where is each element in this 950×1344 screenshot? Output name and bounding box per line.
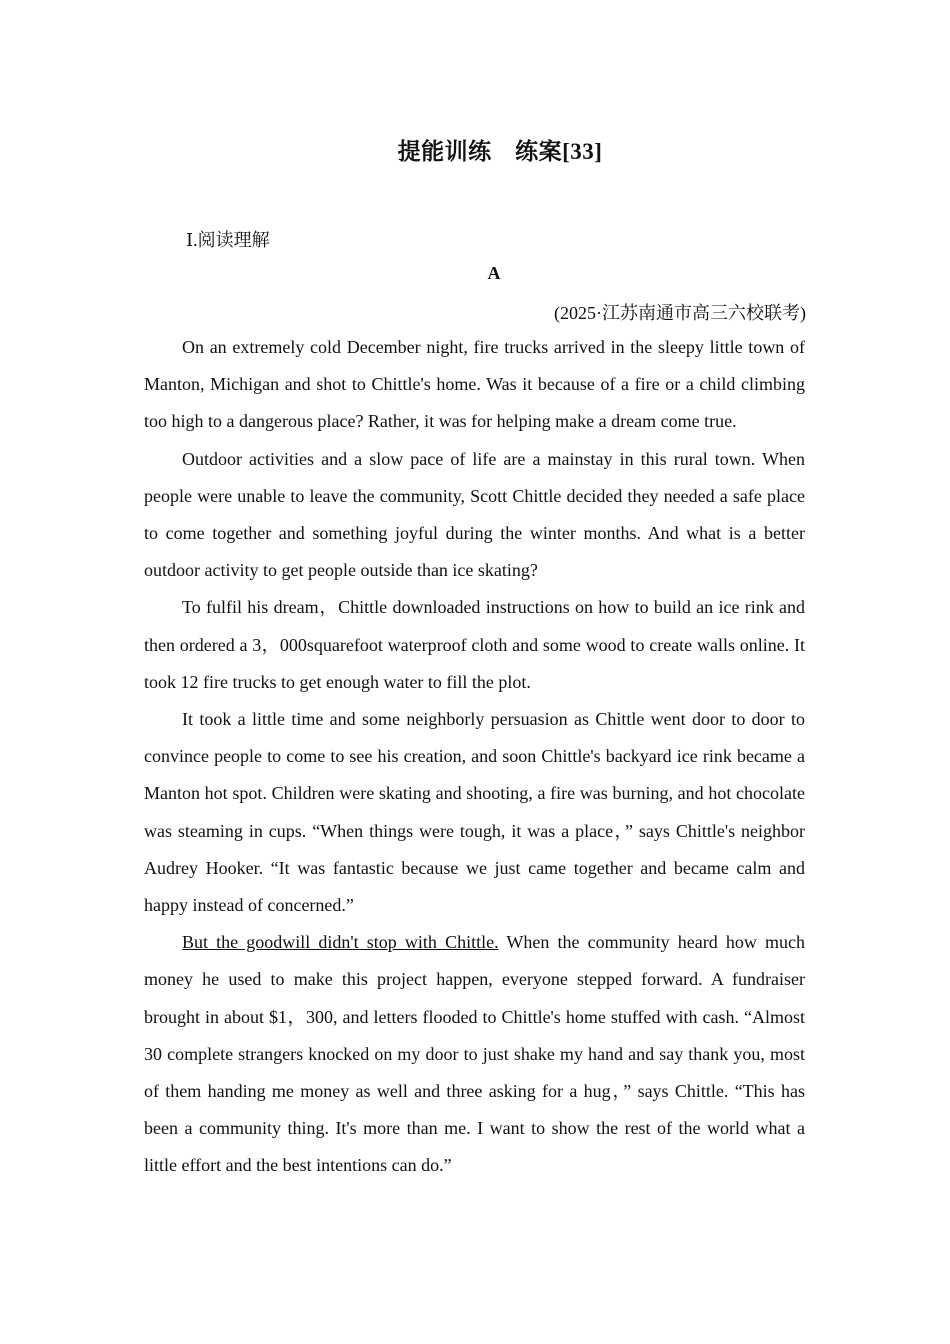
paragraph-1: On an extremely cold December night, fire trucks arrived in the sleepy little town of Manton, Michigan and shot to Chittle's home. Was it because of a fire or a child climbing too high to a dangerous place? Rather, it was for helping make a dream come true. — [144, 337, 805, 432]
paragraph-3: To fulfil his dream，Chittle downloaded instructions on how to build an ice rink and then ordered a 3，000squarefoot waterproof cloth and some wood to create walls online. It took 12 fire trucks to get enough water to fill the plot. — [144, 597, 805, 692]
passage-label: A — [487, 263, 501, 283]
page-title: 提能训练 练案[33] — [397, 139, 603, 164]
passage-body — [144, 329, 805, 1185]
underlined-sentence: But the goodwill didn't stop with Chittle. — [182, 932, 499, 953]
source-citation: (2025·江苏南通市高三六校联考) — [554, 303, 806, 323]
paragraph-5 — [144, 924, 805, 1184]
paragraph-5-text: When the community heard how much money he used to make this project happen, everyone stepped forward. A fundraiser brought in about $1，300, and letters flooded to Chittle's home stuffed with cash. “Almost 30 complete strangers knocked on my door to just shake my hand and say thank you, most of them handing me money as well and three asking for a hug，” says Chittle. “This has been a community thing. It's more than me. I want to show the rest of the world what a little effort and the best intentions can do.” — [144, 932, 805, 1176]
paragraph-4: It took a little time and some neighborly persuasion as Chittle went door to door to convince people to come to see his creation, and soon Chittle's backyard ice rink became a Manton hot spot. Children were skating and shooting, a fire was burning, and hot chocolate was steaming in cups. “When things were tough, it was a place，” says Chittle's neighbor Audrey Hooker. “It was fantastic because we just came together and became calm and happy instead of concerned.” — [144, 709, 805, 916]
paragraph-2: Outdoor activities and a slow pace of life are a mainstay in this rural town. When people were unable to leave the community, Scott Chittle decided they needed a safe place to come together and something joyful during the winter months. And what is a better outdoor activity to get people outside than ice skating? — [144, 448, 805, 581]
section-heading: Ⅰ.阅读理解 — [186, 230, 270, 250]
